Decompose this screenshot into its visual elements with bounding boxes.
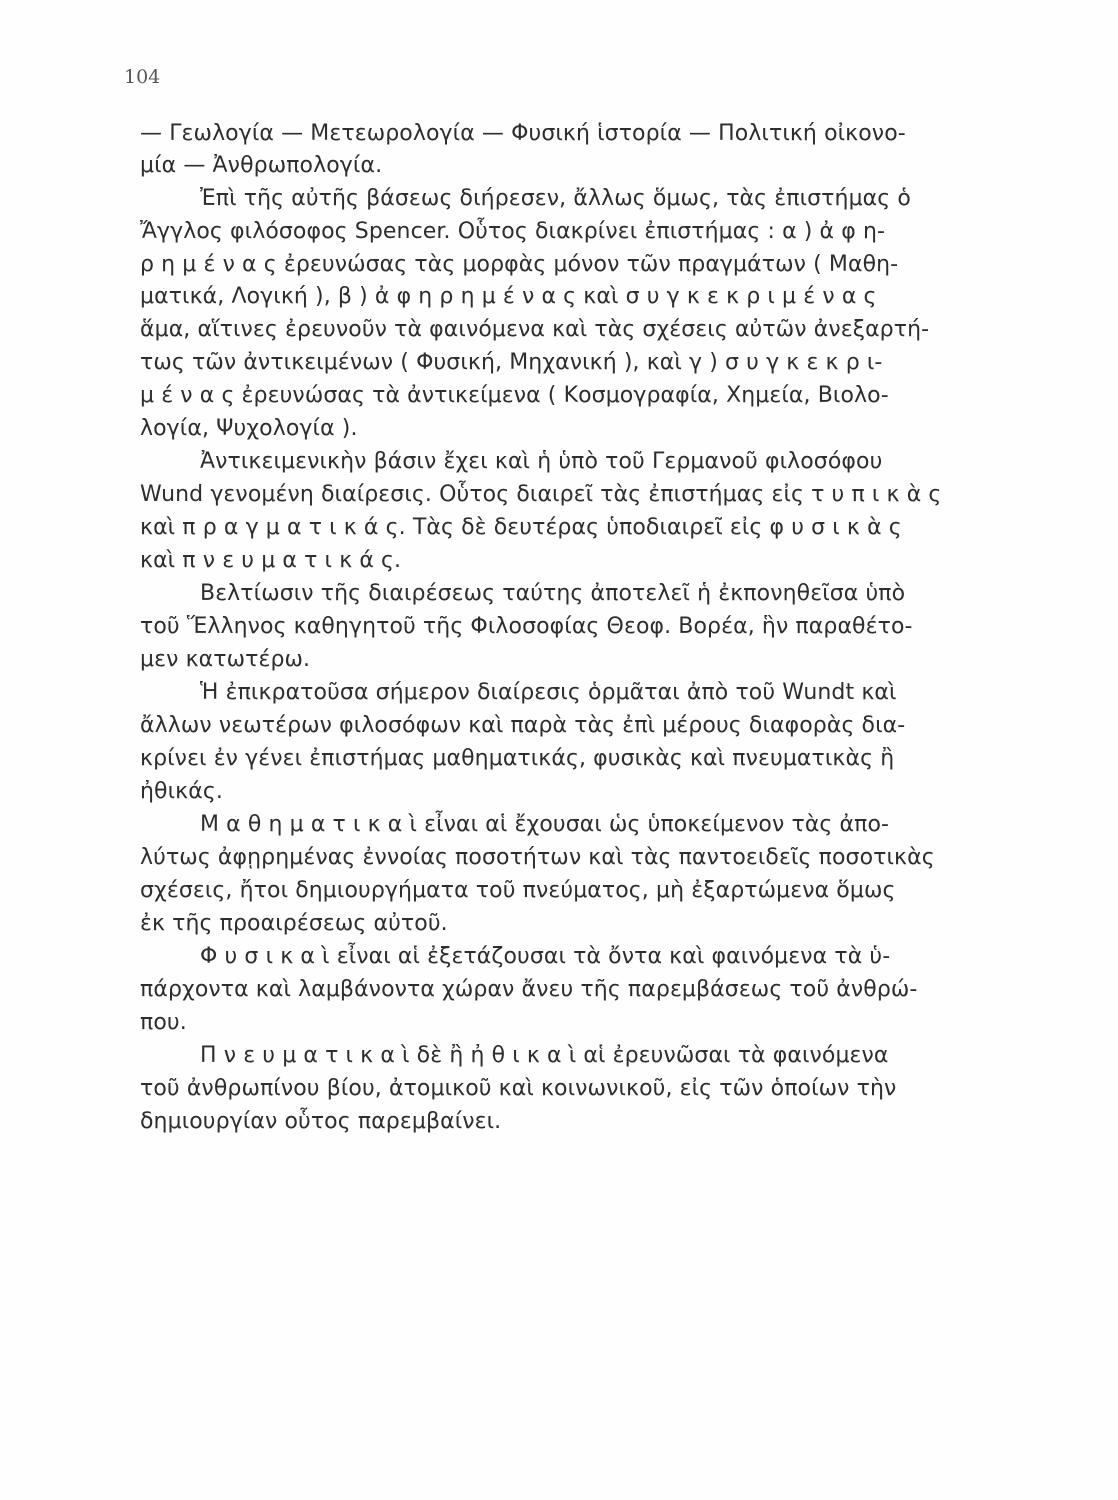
text-line: δημιουργίαν οὗτος παρεμβαίνει. xyxy=(140,1109,502,1134)
text-line: Ἐπὶ τῆς αὐτῆς βάσεως διήρεσεν, ἄλλως ὅμως, τὰς ἐπιστήμας ὁ xyxy=(200,186,911,211)
text-line: μία — Ἀνθρωπολογία. xyxy=(140,153,383,178)
text-line: καὶ π ρ α γ μ α τ ι κ ά ς. Τὰς δὲ δευτέρας ὑποδιαιρεῖ εἰς φ υ σ ι κ ὰ ς xyxy=(140,515,902,540)
text-line: τως τῶν ἀντικειμένων ( Φυσική, Μηχανική ), καὶ γ ) σ υ γ κ ε κ ρ ι- xyxy=(140,350,883,375)
text-line: Wund γενομένη διαίρεσις. Οὗτος διαιρεῖ τὰς ἐπιστήμας εἰς τ υ π ι κ ὰ ς xyxy=(140,482,942,507)
text-line: ἠθικάς. xyxy=(140,779,223,804)
text-line: Ἄγγλος φιλόσοφος Spencer. Οὗτος διακρίνει ἐπιστήμας : α ) ἀ φ η- xyxy=(140,219,886,244)
text-line: Π ν ε υ μ α τ ι κ α ὶ δὲ ἢ ἠ θ ι κ α ὶ αἱ ἐρευνῶσαι τὰ φαινόμενα xyxy=(200,1043,889,1068)
text-line: Ἀντικειμενικὴν βάσιν ἔχει καὶ ἡ ὑπὸ τοῦ Γερμανοῦ φιλοσόφου xyxy=(200,449,883,474)
text-line: Βελτίωσιν τῆς διαιρέσεως ταύτης ἀποτελεῖ ἡ ἐκπονηθεῖσα ὑπὸ xyxy=(200,581,906,606)
text-line: ἅμα, αἵτινες ἐρευνοῦν τὰ φαινόμενα καὶ τὰς σχέσεις αὐτῶν ἀνεξαρτή- xyxy=(140,317,930,342)
text-line: που. xyxy=(140,1010,187,1035)
text-line: λύτως ἀφῃρημένας ἐννοίας ποσοτήτων καὶ τὰς παντοειδεῖς ποσοτικὰς xyxy=(140,845,935,870)
page-number: 104 xyxy=(124,66,161,88)
text-line: λογία, Ψυχολογία ). xyxy=(140,416,358,441)
text-line: ρ η μ έ ν α ς ἐρευνώσας τὰς μορφὰς μόνον τῶν πραγμάτων ( Μαθη- xyxy=(140,252,899,277)
text-line: Μ α θ η μ α τ ι κ α ὶ εἶναι αἱ ἔχουσαι ὡς ὑποκείμενον τὰς ἀπο- xyxy=(200,812,890,837)
text-line: σχέσεις, ἤτοι δημιουργήματα τοῦ πνεύματος, μὴ ἐξαρτώμενα ὅμως xyxy=(140,878,896,903)
text-line: — Γεωλογία — Μετεωρολογία — Φυσική ἱστορία — Πολιτική οἰκονο- xyxy=(140,121,906,146)
text-line: κρίνει ἐν γένει ἐπιστήμας μαθηματικάς, φυσικὰς καὶ πνευματικὰς ἢ xyxy=(140,746,895,771)
text-line: μ έ ν α ς ἐρευνώσας τὰ ἀντικείμενα ( Κοσμογραφία, Χημεία, Βιολο- xyxy=(140,383,889,408)
text-line: Φ υ σ ι κ α ὶ εἶναι αἱ ἐξετάζουσαι τὰ ὄντα καὶ φαινόμενα τὰ ὑ- xyxy=(200,944,891,969)
text-line: Ἡ ἐπικρατοῦσα σήμερον διαίρεσις ὁρμᾶται ἀπὸ τοῦ Wundt καὶ xyxy=(200,680,897,705)
text-line: ματικά, Λογική ), β ) ἀ φ η ρ η μ έ ν α ς καὶ σ υ γ κ ε κ ρ ι μ έ ν α ς xyxy=(140,284,877,309)
text-line: ἐκ τῆς προαιρέσεως αὐτοῦ. xyxy=(140,911,448,936)
text-line: μεν κατωτέρω. xyxy=(140,647,311,672)
text-line: τοῦ Ἕλληνος καθηγητοῦ τῆς Φιλοσοφίας Θεοφ. Βορέα, ἣν παραθέτο- xyxy=(140,614,913,639)
text-line: τοῦ ἀνθρωπίνου βίου, ἀτομικοῦ καὶ κοινωνικοῦ, εἰς τῶν ὁποίων τὴν xyxy=(140,1076,897,1101)
text-line: πάρχοντα καὶ λαμβάνοντα χώραν ἄνευ τῆς παρεμβάσεως τοῦ ἀνθρώ- xyxy=(140,977,918,1002)
text-line: καὶ π ν ε υ μ α τ ι κ ά ς. xyxy=(140,548,402,573)
text-line: ἄλλων νεωτέρων φιλοσόφων καὶ παρὰ τὰς ἐπὶ μέρους διαφορὰς δια- xyxy=(140,713,906,738)
